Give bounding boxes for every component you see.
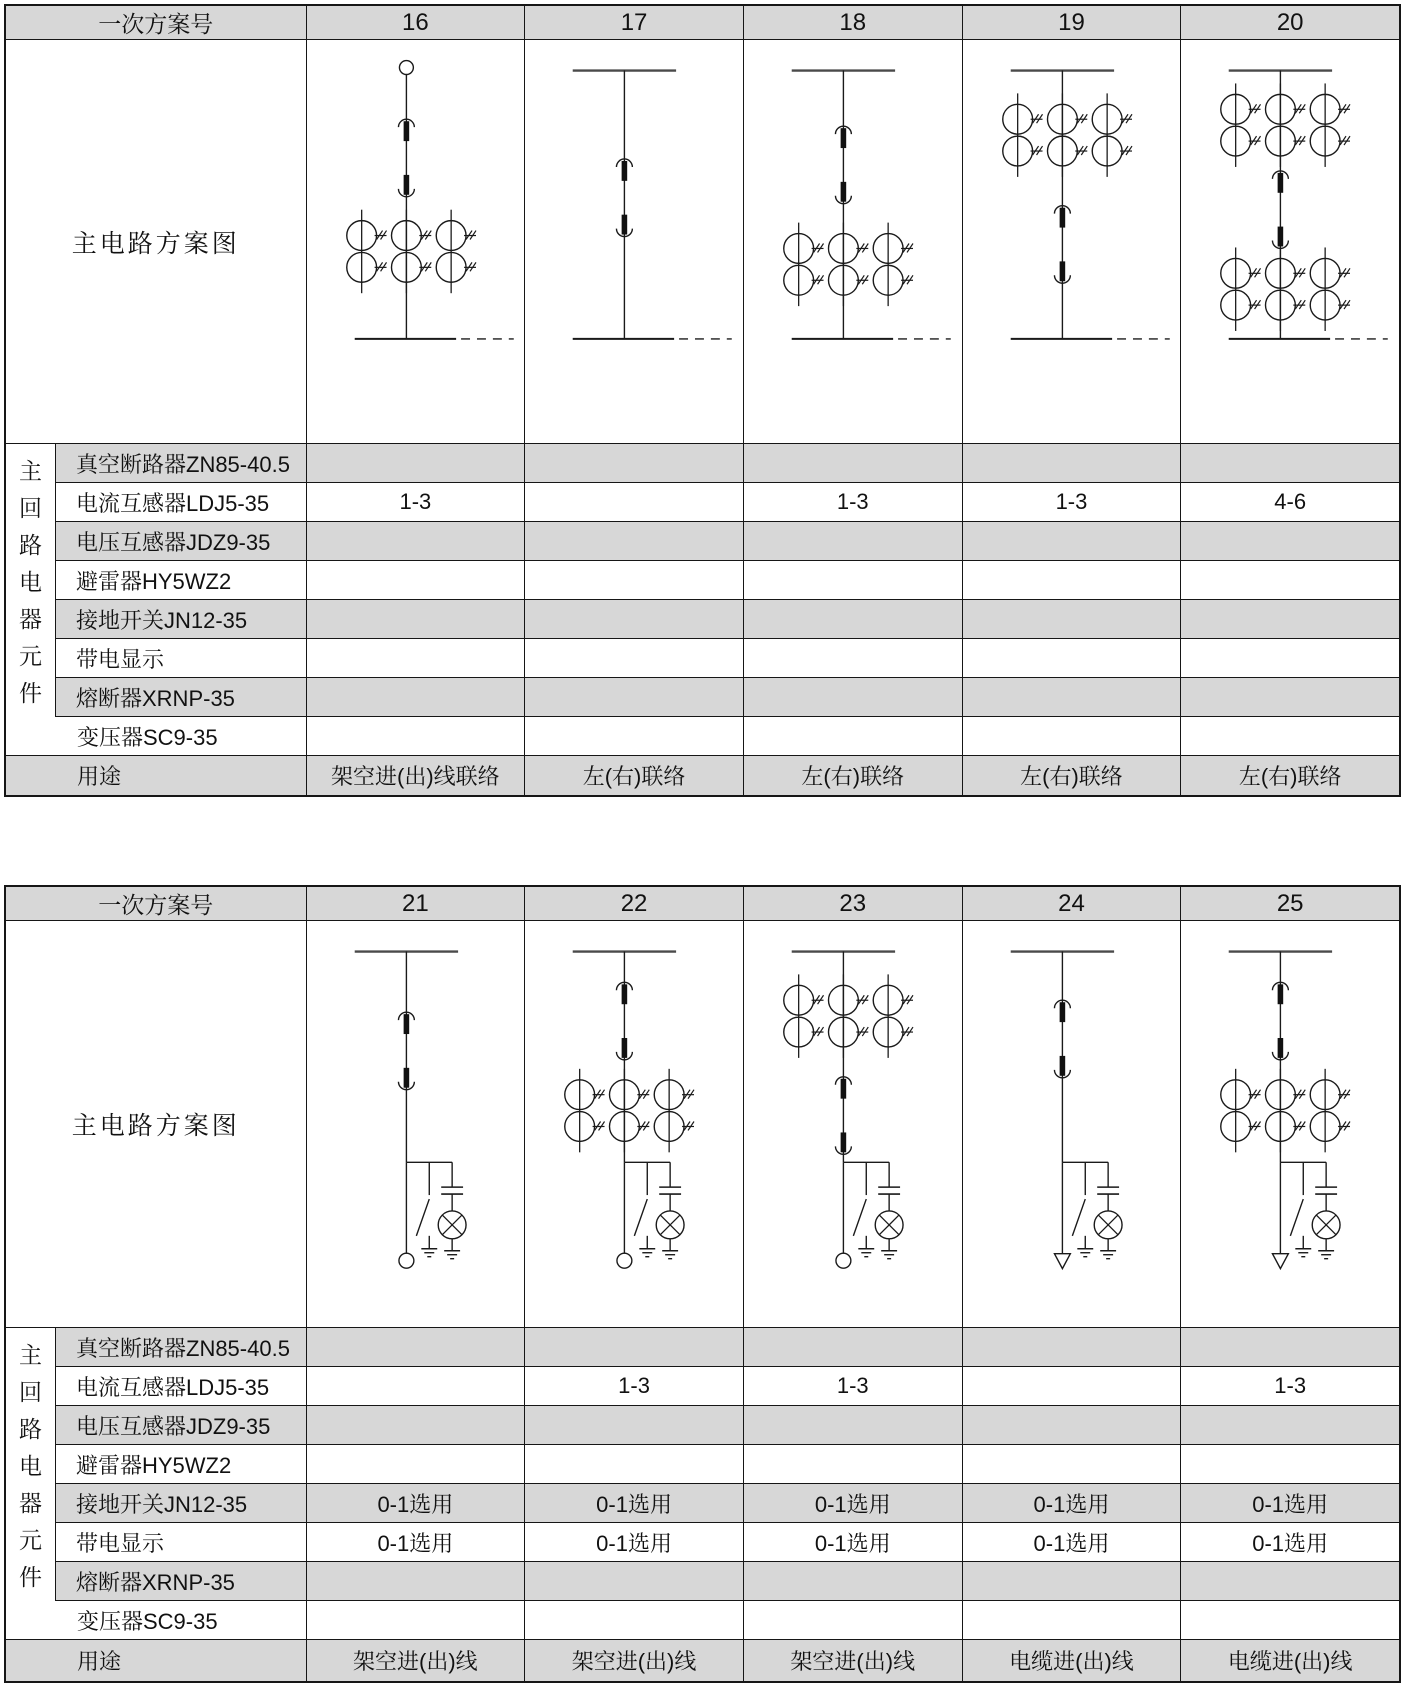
ground-symbol	[421, 1249, 437, 1257]
breaker-bar	[403, 121, 409, 141]
scheme-number-cell: 17	[525, 6, 744, 39]
component-value-cell	[963, 1406, 1182, 1445]
breaker-bar	[841, 1079, 847, 1099]
circuit-diagram-svg	[307, 921, 525, 1327]
diagram-cell-scheme-23	[744, 921, 963, 1327]
main-circuit-components-side-label	[6, 444, 56, 717]
component-value-cell: 1-3	[744, 1367, 963, 1406]
side-label-char: 回	[19, 495, 42, 521]
outgoing-feeder-group	[398, 1162, 465, 1268]
circuit-diagram-svg	[963, 921, 1181, 1327]
component-row	[6, 561, 1399, 600]
component-value-cell	[744, 1445, 963, 1484]
primary-scheme-number-label: 一次方案号	[6, 887, 307, 920]
component-value-cell	[307, 1445, 526, 1484]
component-value-cell	[744, 1562, 963, 1601]
component-value-cell	[744, 678, 963, 717]
component-value-cell	[744, 1328, 963, 1367]
ground-symbol	[640, 1249, 656, 1257]
outgoing-feeder-group	[1273, 1162, 1341, 1268]
breaker-bar	[841, 1132, 847, 1152]
component-value-cell	[307, 1367, 526, 1406]
scheme-number-cell: 20	[1276, 8, 1304, 36]
component-value-cell	[963, 522, 1182, 561]
breaker-bar	[841, 128, 847, 148]
terminal-circle	[836, 1253, 851, 1268]
side-label-char: 元	[19, 643, 42, 669]
capacitor-symbol	[659, 1187, 681, 1194]
side-label-char: 主	[19, 458, 42, 484]
outgoing-feeder-group	[836, 1162, 903, 1268]
side-label-char: 器	[19, 606, 42, 632]
component-value-cell	[963, 600, 1182, 639]
breaker-bar	[1059, 261, 1065, 281]
component-value-cell	[525, 600, 744, 639]
component-value-cell	[1181, 600, 1399, 639]
diagram-cell-scheme-24	[963, 921, 1182, 1327]
current-transformer-group	[784, 223, 913, 307]
usage-value-cell: 电缆进(出)线	[963, 1640, 1182, 1681]
breaker-bar	[1059, 1056, 1065, 1076]
scheme-number-cell: 19	[963, 6, 1182, 39]
circuit-diagram-svg	[744, 921, 962, 1327]
transformer-value-cell	[525, 1601, 744, 1639]
component-value-cell	[307, 522, 526, 561]
circuit-diagram-svg	[963, 40, 1181, 443]
ground-symbol	[1296, 1249, 1312, 1257]
component-row	[6, 1484, 1399, 1523]
usage-value-cell: 架空进(出)线	[744, 1640, 963, 1681]
knife-switch-symbol	[1291, 1162, 1304, 1248]
side-label-char: 元	[19, 1527, 42, 1553]
capacitor-symbol	[1316, 1187, 1338, 1194]
component-label: 接地开关JN12-35	[56, 600, 307, 639]
transformer-value-cell	[744, 1601, 963, 1639]
component-value-cell	[525, 444, 744, 483]
breaker-bar	[622, 161, 628, 181]
breaker-bar	[622, 984, 628, 1004]
diagram-row	[6, 921, 1399, 1328]
breaker-bar	[1278, 227, 1284, 247]
component-value-cell	[744, 561, 963, 600]
component-value-cell	[963, 678, 1182, 717]
breaker-bar	[403, 1068, 409, 1088]
component-value-cell	[525, 1562, 744, 1601]
component-value-cell: 0-1选用	[525, 1523, 744, 1562]
diagram-cell-scheme-25	[1181, 921, 1399, 1327]
circuit-diagram-svg	[307, 40, 525, 443]
terminal-circle	[617, 1253, 632, 1268]
diagram-cell-scheme-16	[307, 40, 526, 443]
component-label: 电流互感器LDJ5-35	[56, 1367, 307, 1406]
main-circuit-diagram-label: 主电路方案图	[6, 921, 307, 1327]
component-value-cell: 4-6	[1181, 483, 1399, 522]
diagram-cell-scheme-21	[307, 921, 526, 1327]
component-value-cell	[525, 639, 744, 678]
component-label: 电压互感器JDZ9-35	[56, 1406, 307, 1445]
lamp-symbol	[438, 1211, 466, 1239]
diagram-cell-scheme-22	[525, 921, 744, 1327]
ground-symbol	[858, 1249, 874, 1257]
component-value-cell	[1181, 522, 1399, 561]
component-label: 熔断器XRNP-35	[56, 1562, 307, 1601]
component-value-cell	[1181, 678, 1399, 717]
component-value-cell: 0-1选用	[744, 1484, 963, 1523]
breaker-bar	[403, 1014, 409, 1034]
terminal-circle	[398, 1253, 413, 1268]
component-value-cell	[1181, 444, 1399, 483]
component-value-cell: 0-1选用	[1181, 1484, 1399, 1523]
component-value-cell	[307, 678, 526, 717]
component-label: 避雷器HY5WZ2	[56, 561, 307, 600]
component-value-cell: 1-3	[744, 483, 963, 522]
component-value-cell: 0-1选用	[525, 1484, 744, 1523]
side-label-char: 电	[19, 1453, 42, 1479]
capacitor-symbol	[878, 1187, 900, 1194]
component-value-cell	[525, 483, 744, 522]
component-row	[6, 1367, 1399, 1406]
component-row	[6, 522, 1399, 561]
component-label: 真空断路器ZN85-40.5	[56, 444, 307, 483]
scheme-number-cell: 23	[744, 887, 963, 920]
capacitor-symbol	[1097, 1187, 1119, 1194]
component-label: 熔断器XRNP-35	[56, 678, 307, 717]
scheme-number-cell: 25	[1276, 889, 1304, 917]
usage-label: 用途	[6, 1640, 307, 1681]
component-value-cell	[307, 1562, 526, 1601]
component-rows-section	[6, 1328, 1399, 1601]
current-transformer-group	[1002, 93, 1131, 177]
knife-switch-symbol	[416, 1162, 429, 1248]
component-label: 电流互感器LDJ5-35	[56, 483, 307, 522]
component-row	[6, 1562, 1399, 1601]
component-value-cell	[525, 1445, 744, 1484]
outgoing-feeder-group	[617, 1162, 684, 1268]
usage-row	[6, 756, 1399, 795]
scheme-number-cell: 21	[307, 887, 526, 920]
circuit-diagram-svg	[525, 40, 743, 443]
breaker-bar	[403, 175, 409, 195]
scheme-number-cell: 24	[963, 887, 1182, 920]
circuit-diagram-svg	[1181, 40, 1399, 443]
component-label: 电压互感器JDZ9-35	[56, 522, 307, 561]
breaker-bar	[1059, 1002, 1065, 1022]
transformer-value-cell	[744, 717, 963, 755]
breaker-bar	[1278, 984, 1284, 1004]
component-row	[6, 678, 1399, 717]
component-row	[6, 444, 1399, 483]
component-row	[6, 639, 1399, 678]
diagram-cell-scheme-19	[963, 40, 1182, 443]
transformer-value-cell	[1181, 717, 1399, 755]
transformer-label: 变压器SC9-35	[6, 1601, 307, 1639]
usage-value-cell: 架空进(出)线联络	[307, 756, 526, 795]
component-value-cell	[525, 522, 744, 561]
outgoing-feeder-group	[1054, 1162, 1122, 1268]
component-value-cell: 0-1选用	[963, 1523, 1182, 1562]
component-value-cell	[307, 639, 526, 678]
diagram-cell-scheme-17	[525, 40, 744, 443]
component-value-cell	[1181, 1328, 1399, 1367]
circuit-diagram-svg	[525, 921, 743, 1327]
component-value-cell: 1-3	[963, 483, 1182, 522]
component-row	[6, 1523, 1399, 1562]
diagram-row	[6, 40, 1399, 444]
transformer-value-cell	[963, 717, 1182, 755]
component-label: 接地开关JN12-35	[56, 1484, 307, 1523]
main-circuit-components-side-label	[6, 1328, 56, 1601]
component-rows-section	[6, 444, 1399, 717]
breaker-bar	[1059, 208, 1065, 228]
component-value-cell	[307, 600, 526, 639]
breaker-bar	[1278, 173, 1284, 193]
side-label-char: 件	[19, 680, 42, 706]
component-value-cell	[525, 1328, 744, 1367]
current-transformer-group	[346, 210, 475, 294]
component-value-cell	[1181, 639, 1399, 678]
capacitor-symbol	[441, 1187, 463, 1194]
component-label: 避雷器HY5WZ2	[56, 1445, 307, 1484]
side-label-char: 主	[19, 1342, 42, 1368]
component-value-cell	[525, 561, 744, 600]
component-value-cell: 0-1选用	[744, 1523, 963, 1562]
usage-value-cell: 左(右)联络	[744, 756, 963, 795]
usage-value-cell: 架空进(出)线	[525, 1640, 744, 1681]
component-value-cell	[525, 1406, 744, 1445]
component-value-cell: 1-3	[1181, 1367, 1399, 1406]
component-value-cell	[307, 444, 526, 483]
knife-switch-symbol	[635, 1162, 648, 1248]
diagram-cell-scheme-20	[1181, 40, 1399, 443]
ground-symbol	[1077, 1249, 1093, 1257]
scheme-number-cell: 16	[307, 6, 526, 39]
circuit-diagram-svg	[744, 40, 962, 443]
breaker-bar	[1278, 1038, 1284, 1058]
component-value-cell	[744, 522, 963, 561]
breaker-bar	[622, 1038, 628, 1058]
current-transformer-group	[1221, 247, 1350, 331]
lamp-symbol	[1313, 1211, 1341, 1239]
component-value-cell	[963, 1445, 1182, 1484]
ground-symbol	[662, 1251, 678, 1259]
component-row	[6, 600, 1399, 639]
component-value-cell: 0-1选用	[307, 1484, 526, 1523]
breaker-bar	[841, 182, 847, 202]
transformer-value-cell	[1181, 1601, 1399, 1639]
component-value-cell	[1181, 1445, 1399, 1484]
component-label: 真空断路器ZN85-40.5	[56, 1328, 307, 1367]
transformer-label: 变压器SC9-35	[6, 717, 307, 755]
side-label-char: 件	[19, 1564, 42, 1590]
component-value-cell	[307, 1406, 526, 1445]
component-value-cell	[963, 1367, 1182, 1406]
current-transformer-group	[1221, 83, 1350, 167]
terminal-triangle	[1273, 1254, 1289, 1269]
lamp-symbol	[1094, 1211, 1122, 1239]
component-label: 带电显示	[56, 1523, 307, 1562]
transformer-row	[6, 717, 1399, 756]
header-row	[6, 6, 1399, 40]
terminal-triangle	[1054, 1254, 1070, 1269]
component-row	[6, 1406, 1399, 1445]
component-value-cell: 0-1选用	[963, 1484, 1182, 1523]
component-row	[6, 1328, 1399, 1367]
breaker-bar	[622, 215, 628, 235]
main-circuit-diagram-label: 主电路方案图	[6, 40, 307, 443]
lamp-symbol	[656, 1211, 684, 1239]
component-value-cell	[963, 639, 1182, 678]
knife-switch-symbol	[853, 1162, 866, 1248]
component-value-cell	[307, 1328, 526, 1367]
scheme-number-cell: 22	[525, 887, 744, 920]
scheme-table-16-20	[4, 4, 1401, 797]
component-value-cell	[963, 561, 1182, 600]
usage-value-cell: 左(右)联络	[1238, 764, 1342, 789]
component-value-cell	[1181, 1562, 1399, 1601]
side-label-char: 路	[19, 532, 42, 558]
ground-symbol	[444, 1251, 460, 1259]
component-value-cell	[744, 639, 963, 678]
current-transformer-group	[565, 1069, 694, 1153]
usage-value-cell: 左(右)联络	[525, 756, 744, 795]
ground-symbol	[1100, 1251, 1116, 1259]
diagram-cell-scheme-18	[744, 40, 963, 443]
header-row	[6, 887, 1399, 921]
component-value-cell	[744, 1406, 963, 1445]
lamp-symbol	[875, 1211, 903, 1239]
usage-row	[6, 1640, 1399, 1681]
current-transformer-group	[1221, 1069, 1350, 1153]
knife-switch-symbol	[1072, 1162, 1085, 1248]
side-label-char: 器	[19, 1490, 42, 1516]
scheme-table-21-25	[4, 885, 1401, 1683]
transformer-value-cell	[525, 717, 744, 755]
component-label: 带电显示	[56, 639, 307, 678]
current-transformer-group	[784, 974, 913, 1058]
usage-label: 用途	[6, 756, 307, 795]
usage-value-cell: 左(右)联络	[963, 756, 1182, 795]
ground-symbol	[1318, 1251, 1334, 1259]
component-row	[6, 1445, 1399, 1484]
component-value-cell	[963, 1328, 1182, 1367]
transformer-value-cell	[307, 717, 526, 755]
ground-symbol	[881, 1251, 897, 1259]
side-label-char: 路	[19, 1416, 42, 1442]
component-value-cell	[744, 600, 963, 639]
component-value-cell: 1-3	[307, 483, 526, 522]
transformer-value-cell	[307, 1601, 526, 1639]
side-label-char: 回	[19, 1379, 42, 1405]
component-value-cell	[525, 678, 744, 717]
transformer-row	[6, 1601, 1399, 1640]
component-value-cell	[307, 561, 526, 600]
side-label-char: 电	[19, 569, 42, 595]
component-value-cell	[744, 444, 963, 483]
component-value-cell	[963, 1562, 1182, 1601]
component-value-cell	[1181, 561, 1399, 600]
usage-value-cell: 电缆进(出)线	[1227, 1649, 1353, 1674]
component-value-cell: 0-1选用	[307, 1523, 526, 1562]
component-value-cell: 0-1选用	[1181, 1523, 1399, 1562]
component-row	[6, 483, 1399, 522]
usage-value-cell: 架空进(出)线	[307, 1640, 526, 1681]
component-value-cell	[1181, 1406, 1399, 1445]
component-value-cell: 1-3	[525, 1367, 744, 1406]
primary-scheme-number-label: 一次方案号	[6, 6, 307, 39]
transformer-value-cell	[963, 1601, 1182, 1639]
scheme-number-cell: 18	[744, 6, 963, 39]
open-terminal-circle	[399, 61, 413, 75]
component-value-cell	[963, 444, 1182, 483]
circuit-diagram-svg	[1181, 921, 1399, 1327]
